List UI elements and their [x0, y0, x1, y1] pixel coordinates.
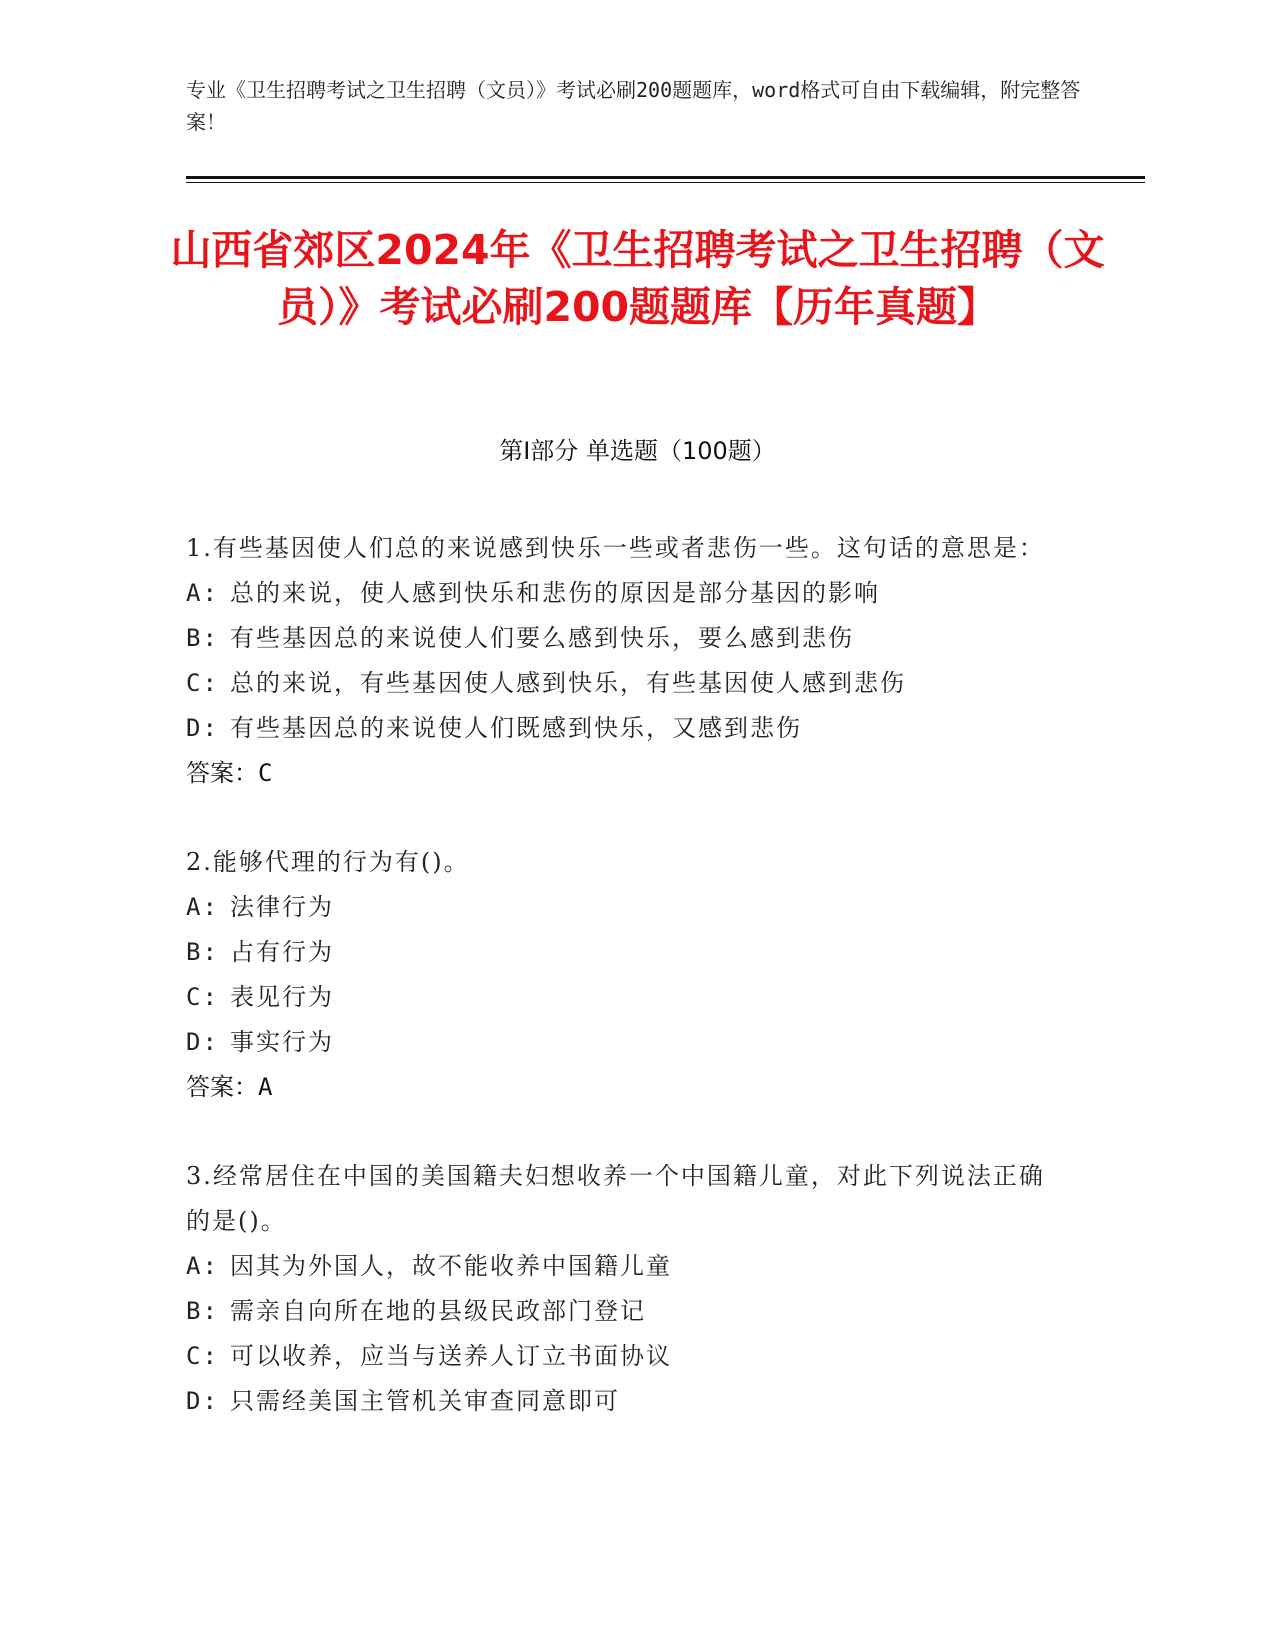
option-text: 表见行为 — [230, 983, 334, 1011]
option-text: 总的来说，使人感到快乐和悲伤的原因是部分基因的影响 — [230, 579, 880, 607]
option-text: 有些基因总的来说使人们要么感到快乐，要么感到悲伤 — [230, 624, 854, 652]
question-stem: 1.有些基因使人们总的来说感到快乐一些或者悲伤一些。这句话的意思是： — [186, 534, 1045, 562]
answer-value: C — [258, 759, 273, 787]
option-c — [186, 1334, 1066, 1379]
option-letter: B: — [186, 624, 219, 652]
answer-line — [186, 1065, 1066, 1110]
option-text: 只需经美国主管机关审查同意即可 — [230, 1387, 620, 1415]
option-letter: B: — [186, 938, 219, 966]
option-a — [186, 1244, 1066, 1289]
answer-label: 答案： — [186, 1073, 258, 1101]
question-stem: 2.能够代理的行为有()。 — [186, 848, 470, 876]
header-divider-thick — [186, 176, 1145, 179]
question-2 — [186, 840, 1066, 1110]
answer-label: 答案： — [186, 759, 258, 787]
option-text: 事实行为 — [230, 1028, 334, 1056]
option-text: 需亲自向所在地的县级民政部门登记 — [230, 1297, 646, 1325]
option-d — [186, 1379, 1066, 1424]
option-c — [186, 661, 1066, 706]
option-letter: C: — [186, 669, 219, 697]
answer-value: A — [258, 1073, 273, 1101]
header-divider-thin — [186, 182, 1145, 183]
option-letter: B: — [186, 1297, 219, 1325]
answer-line — [186, 751, 1066, 796]
question-list — [186, 526, 1066, 1468]
question-stem: 3.经常居住在中国的美国籍夫妇想收养一个中国籍儿童，对此下列说法正确的是()。 — [186, 1162, 1045, 1235]
question-1 — [186, 526, 1066, 796]
option-letter: D: — [186, 714, 219, 742]
option-text: 占有行为 — [230, 938, 334, 966]
option-text: 可以收养，应当与送养人订立书面协议 — [230, 1342, 672, 1370]
option-b — [186, 616, 1066, 661]
option-c — [186, 975, 1066, 1020]
option-text: 有些基因总的来说使人们既感到快乐，又感到悲伤 — [230, 714, 802, 742]
option-b — [186, 1289, 1066, 1334]
option-b — [186, 930, 1066, 975]
option-letter: D: — [186, 1028, 219, 1056]
document-title: 山西省郊区2024年《卫生招聘考试之卫生招聘（文员）》考试必刷200题题库【历年真题】 — [170, 226, 1105, 331]
option-letter: A: — [186, 893, 219, 921]
option-a — [186, 885, 1066, 930]
option-text: 法律行为 — [230, 893, 334, 921]
option-letter: C: — [186, 983, 219, 1011]
section-title: 第I部分 单选题（100题） — [499, 437, 776, 465]
option-text: 因其为外国人，故不能收养中国籍儿童 — [230, 1252, 672, 1280]
option-d — [186, 706, 1066, 751]
option-d — [186, 1020, 1066, 1065]
header-note: 专业《卫生招聘考试之卫生招聘（文员）》考试必刷200题题库，word格式可自由下载编辑，附完整答案！ — [186, 78, 1081, 134]
option-letter: A: — [186, 579, 219, 607]
option-letter: C: — [186, 1342, 219, 1370]
option-letter: A: — [186, 1252, 219, 1280]
option-letter: D: — [186, 1387, 219, 1415]
option-a — [186, 571, 1066, 616]
question-3 — [186, 1154, 1066, 1424]
option-text: 总的来说，有些基因使人感到快乐，有些基因使人感到悲伤 — [230, 669, 906, 697]
